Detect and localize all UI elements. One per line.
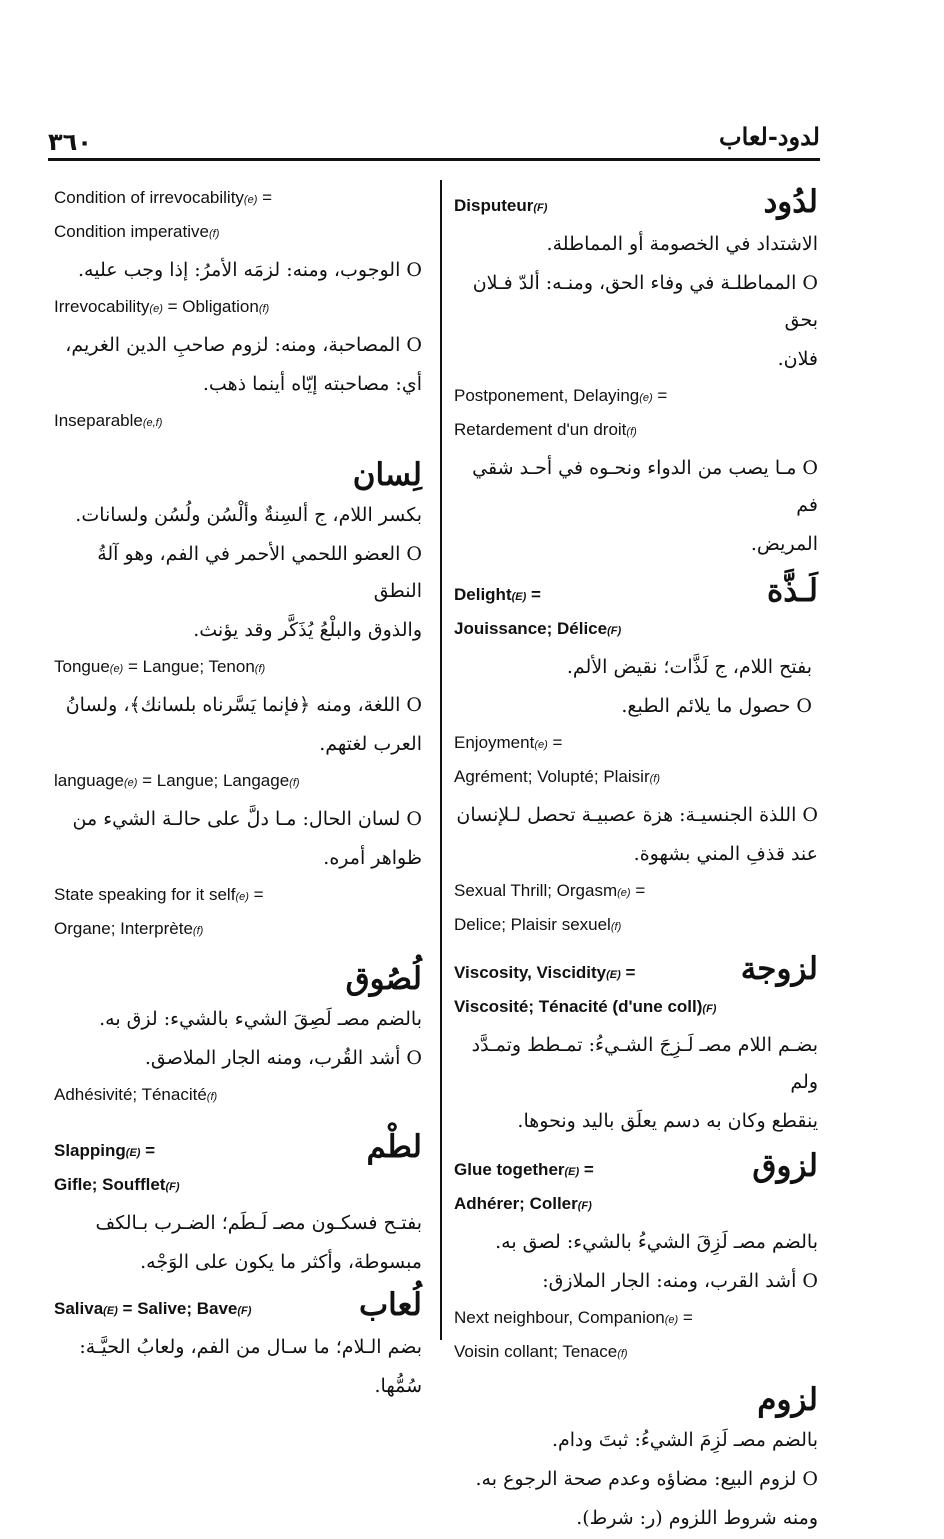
arabic-definition: بكسر اللام، ج ألسِنةٌ وألْسُن ولُسُن ولسانات. — [75, 504, 422, 526]
arabic-definition: O العضو اللحمي الأحمر في الفم، وهو آلةُ النطق — [97, 543, 422, 602]
arabic-definition: بالضم مصـ لَزِمَ الشيءُ: ثبتَ ودام. — [551, 1429, 818, 1451]
arabic-definition: O الوجوب، ومنه: لزمَه الأمرُ: إذا وجب عليه. — [78, 259, 422, 281]
translation-line: Sexual Thrill; Orgasm(e) = — [454, 881, 646, 900]
header-rule — [48, 158, 820, 161]
entry-latm — [54, 1129, 422, 1203]
arabic-definition: مبسوطة، وأكثر ما يكون على الوَجْه. — [140, 1251, 422, 1273]
arabic-definition: ينقطع وكان به دسم يعلَق باليد ونحوها. — [517, 1110, 818, 1132]
french-line: Condition imperative(f) — [54, 222, 220, 241]
translation-line: Adhérer; Coller(F) — [454, 1194, 592, 1213]
translation-line: Adhésivité; Ténacité(f) — [54, 1085, 218, 1104]
translation-line: Viscosity, Viscidity(E) = — [454, 963, 636, 982]
arabic-definition: بفتح اللام، ج لَذَّات؛ نقيض الألم. — [566, 656, 812, 678]
column-divider — [440, 180, 442, 1340]
headword-latm: لطْم — [366, 1129, 422, 1165]
translation-line: Tongue(e) = Langue; Tenon(f) — [54, 657, 266, 676]
translation-line: Glue together(E) = — [454, 1160, 594, 1179]
translation-line: Enjoyment(e) = — [454, 733, 563, 752]
translation-line: Gifle; Soufflet(F) — [54, 1175, 180, 1194]
right-column — [454, 182, 818, 1539]
page-number: ٣٦٠ — [48, 128, 92, 156]
translation-line: Viscosité; Ténacité (d'une coll)(F) — [454, 997, 717, 1016]
arabic-definition: O مـا يصب من الدواء ونحـوه في أحـد شقي فم — [472, 457, 818, 516]
running-head: لدود-لعاب — [719, 122, 820, 151]
arabic-definition: الاشتداد في الخصومة أو المماطلة. — [546, 233, 818, 255]
arabic-definition: العرب لغتهم. — [319, 733, 422, 755]
arabic-definition: O المماطلـة في وفاء الحق، ومنـه: ألدّ فـلان بحق — [472, 272, 818, 331]
arabic-definition: O لسان الحال: مـا دلَّ على حالـة الشيء من — [72, 808, 422, 830]
arabic-definition: O أشد القرب، ومنه: الجار الملازق: — [542, 1270, 818, 1292]
translation-line: Organe; Interprète(f) — [54, 919, 204, 938]
page-header — [48, 118, 820, 158]
arabic-definition: بضـم اللام مصـ لَـزِجَ الشـيءُ: تمـطط وتمـدَّد ولم — [471, 1034, 818, 1093]
arabic-definition: O أشد القُرب، ومنه الجار الملاصق. — [144, 1047, 422, 1069]
arabic-definition: O المصاحبة، ومنه: لزوم صاحبِ الدين الغريم، — [65, 334, 422, 356]
arabic-definition: المريض. — [750, 533, 818, 555]
headword-luzum: لزوم — [757, 1382, 818, 1418]
arabic-definition: O اللذة الجنسيـة: هزة عصبيـة تحصل لـلإنسان — [456, 804, 818, 826]
arabic-definition: سُمُّها. — [374, 1375, 422, 1397]
arabic-definition: أي: مصاحبته إيّاه أينما ذهب. — [202, 373, 422, 395]
left-column — [54, 182, 422, 1407]
translation-line: Inseparable(e,f) — [54, 411, 163, 430]
arabic-definition: O اللغة، ومنه ﴿فإنما يَسَّرناه بلسانك﴾، ولسانُ — [65, 694, 422, 716]
headword-lisan: لِسان — [352, 457, 422, 493]
translation-line: Delice; Plaisir sexuel(f) — [454, 915, 622, 934]
arabic-definition: O لزوم البيع: مضاؤه وعدم صحة الرجوع به. — [475, 1468, 818, 1490]
entry-ludud — [454, 184, 818, 224]
arabic-definition: ظواهر أمره. — [323, 847, 422, 869]
arabic-definition: بالضم مصـ لَصِقَ الشيء بالشيء: لزق به. — [99, 1008, 422, 1030]
arabic-definition: بفتـح فسكـون مصـ لَـطَم؛ الضـرب بـالكف — [95, 1212, 422, 1234]
translation-line: Saliva(E) = Salive; Bave(F) — [54, 1299, 252, 1318]
entry-luzuq — [454, 1148, 818, 1222]
translation-line: Slapping(E) = — [54, 1141, 156, 1160]
headword-luzuq: لزوق — [752, 1148, 818, 1184]
translation-line: State speaking for it self(e) = — [54, 885, 264, 904]
entry-luzuja — [454, 951, 818, 1025]
arabic-definition: O حصول ما يلائم الطبع. — [621, 695, 812, 717]
arabic-definition: فلان. — [777, 348, 818, 370]
entry-luab — [54, 1287, 422, 1327]
arabic-definition: عند قذفِ المني بشهوة. — [633, 843, 818, 865]
translation-line: Delight(E) = — [454, 585, 541, 604]
headword-luab: لُعاب — [358, 1287, 422, 1323]
translation-line: Voisin collant; Tenace(f) — [454, 1342, 628, 1361]
arabic-definition: بالضم مصـ لَزِقَ الشيءُ بالشيء: لصق به. — [495, 1231, 818, 1253]
arabic-definition: والذوق والبلْعُ يُذَكَّر وقد يؤنث. — [193, 619, 422, 641]
headword-ludud: لدُود — [763, 184, 818, 220]
translation-line: Disputeur(F) — [454, 196, 548, 215]
translation-line: Next neighbour, Companion(e) = — [454, 1308, 693, 1327]
headword-ladhdha: لَـذَّة — [766, 573, 818, 609]
entry-ladhdha — [454, 573, 818, 647]
translation-line: Jouissance; Délice(F) — [454, 619, 622, 638]
translation-line: language(e) = Langue; Langage(f) — [54, 771, 300, 790]
translation-line: Retardement d'un droit(f) — [454, 420, 637, 439]
arabic-definition: ومنه شروط اللزوم (ر: شرط). — [576, 1507, 818, 1529]
translation-line: Postponement, Delaying(e) = — [454, 386, 668, 405]
headword-luzuja: لزوجة — [740, 951, 818, 987]
arabic-definition: بضم الـلام؛ ما سـال من الفم، ولعابُ الحيَّـة: — [79, 1336, 422, 1358]
english-line: Condition of irrevocability(e) = — [54, 188, 273, 207]
translation-line: Irrevocability(e) = Obligation(f) — [54, 297, 270, 316]
translation-line: Agrément; Volupté; Plaisir(f) — [454, 767, 660, 786]
headword-lusuq: لُصُوق — [345, 961, 422, 997]
